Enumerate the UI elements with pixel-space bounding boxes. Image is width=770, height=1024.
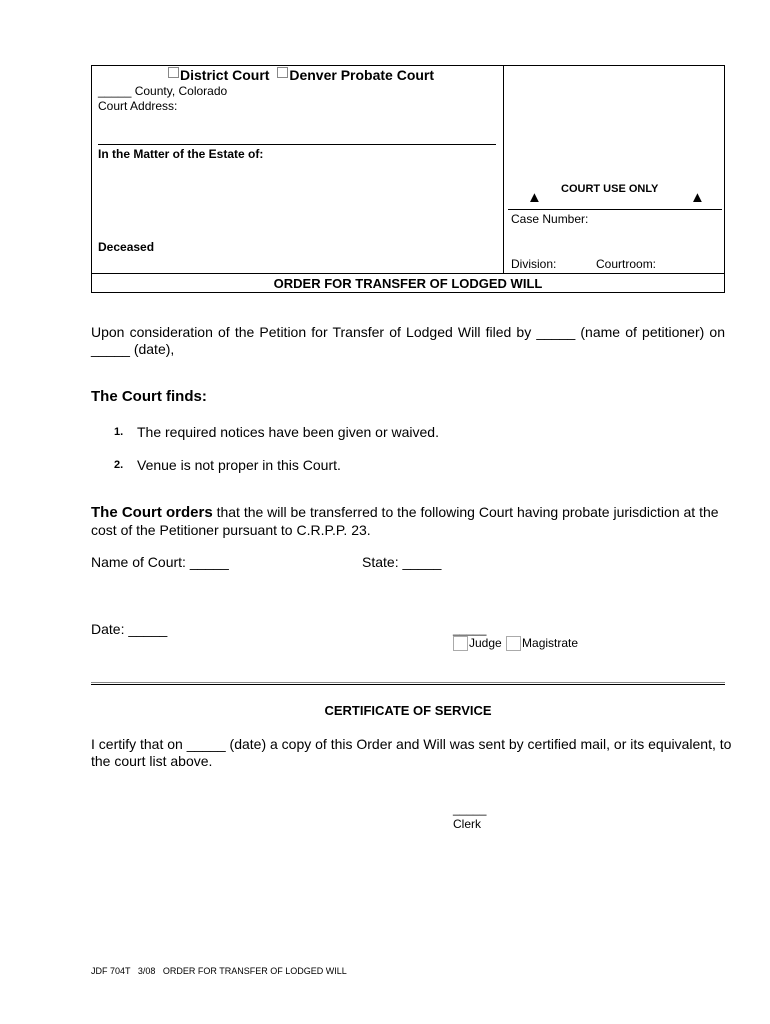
denver-probate-checkbox[interactable]	[277, 67, 288, 78]
district-court-checkbox[interactable]	[168, 67, 179, 78]
address-rule	[98, 144, 496, 145]
certificate-line-1: I certify that on _____ (date) a copy of this Order and Will was sent by certified mail, or its equivalent, to	[91, 736, 732, 752]
date-field: Date: _____	[91, 621, 168, 637]
section-separator	[91, 684, 725, 685]
orders-line-2: cost of the Petitioner pursuant to C.R.P.P. 23.	[91, 522, 371, 538]
court-use-rule	[508, 209, 722, 210]
caption-divider-vertical	[503, 65, 504, 274]
certificate-heading: CERTIFICATE OF SERVICE	[324, 703, 492, 718]
state-field: State: _____	[362, 554, 442, 570]
finding-text: Venue is not proper in this Court.	[137, 457, 341, 473]
signature-blank: _____	[453, 622, 487, 636]
document-title: ORDER FOR TRANSFER OF LODGED WILL	[273, 276, 543, 291]
findings-heading: The Court finds:	[91, 388, 207, 405]
finding-text: The required notices have been given or waived.	[137, 424, 439, 440]
judge-magistrate-selection	[453, 636, 578, 651]
orders-line-1	[91, 504, 731, 521]
court-use-only-label: COURT USE ONLY	[561, 183, 659, 195]
triangle-up-icon: ▲	[690, 189, 705, 206]
case-number-label: Case Number:	[511, 212, 589, 226]
intro-line-2: _____ (date),	[91, 341, 175, 357]
clerk-label: Clerk	[453, 817, 482, 831]
denver-probate-label: Denver Probate Court	[289, 67, 435, 83]
county-line: _____ County, Colorado	[98, 84, 228, 98]
form-footer: JDF 704T 3/08 ORDER FOR TRANSFER OF LODGED WILL	[91, 966, 347, 976]
court-selection	[168, 67, 434, 83]
courtroom-label: Courtroom:	[596, 257, 657, 271]
judge-checkbox[interactable]	[453, 636, 468, 651]
orders-heading: The Court orders	[91, 504, 213, 521]
magistrate-label: Magistrate	[522, 636, 579, 650]
caption-divider-horizontal	[91, 273, 725, 274]
section-separator	[91, 682, 725, 683]
finding-number: 1.	[114, 426, 124, 438]
triangle-up-icon: ▲	[527, 189, 542, 206]
intro-line-1: Upon consideration of the Petition for Transfer of Lodged Will filed by _____ (name of petitioner) on	[91, 324, 725, 340]
deceased-label: Deceased	[98, 240, 155, 254]
district-court-label: District Court	[180, 67, 270, 83]
certificate-line-2: the court list above.	[91, 753, 213, 769]
name-of-court-field: Name of Court: _____	[91, 554, 229, 570]
estate-matter-label: In the Matter of the Estate of:	[98, 147, 264, 161]
orders-line-1-text: that the will be transferred to the following Court having probate jurisdiction at the	[212, 504, 719, 520]
magistrate-checkbox[interactable]	[506, 636, 521, 651]
court-address-label: Court Address:	[98, 99, 178, 113]
finding-number: 2.	[114, 459, 124, 471]
division-label: Division:	[511, 257, 557, 271]
clerk-signature-blank: _____	[453, 802, 487, 816]
judge-label: Judge	[469, 636, 502, 650]
